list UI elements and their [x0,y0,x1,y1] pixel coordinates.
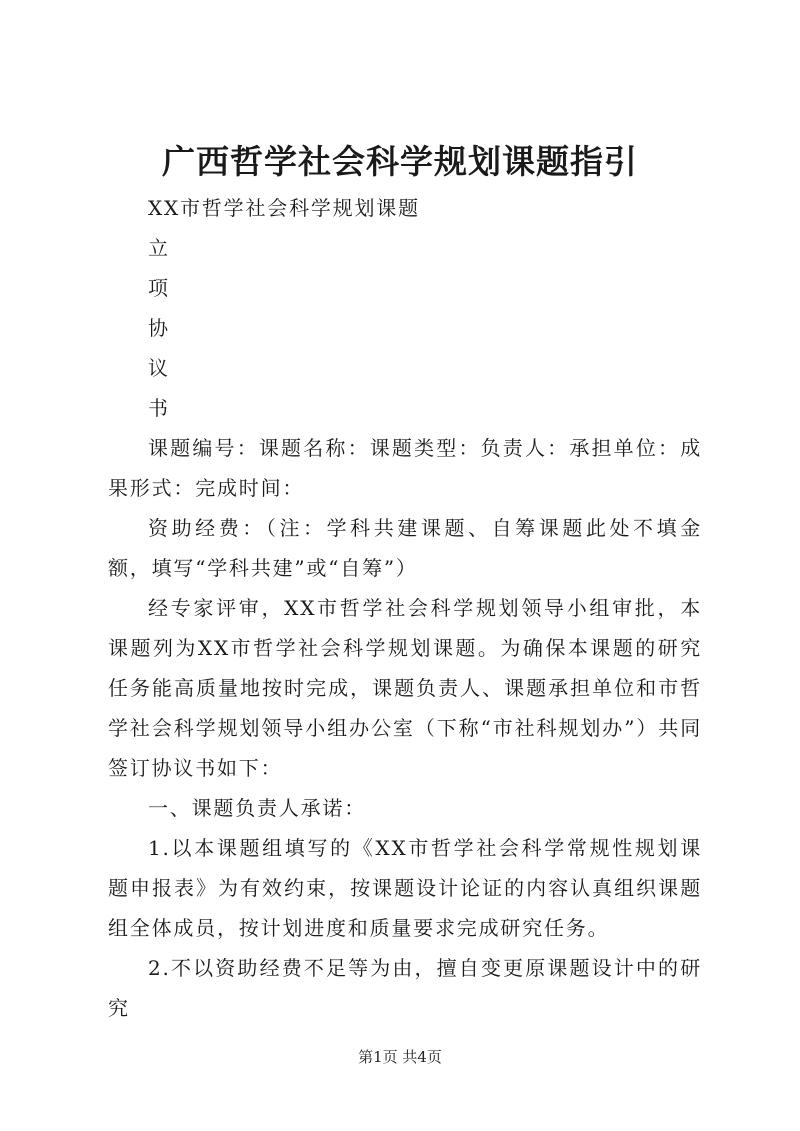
paragraph-section-heading: 一、课题负责人承诺： [148,796,366,820]
paragraph-vertical-char: 立 [148,236,168,260]
paragraph-funding: 资助经费：（注：学科共建课题、自筹课题此处不填金额，填写“学科共建”或“自筹”） [108,516,702,580]
paragraph-subtitle: XX市哲学社会科学规划课题 [148,196,420,220]
paragraph-vertical-char: 项 [148,276,168,300]
paragraph-approval: 经专家评审，XX市哲学社会科学规划领导小组审批，本课题列为XX市哲学社会科学规划课题。为确保本课题的研究任务能高质量地按时完成，课题负责人、课题承担单位和市哲学社会科学规划领导小组办公室（下称“市社科规划办”）共同签订协议书如下： [108,596,702,780]
document-title: 广西哲学社会科学规划课题指引 [162,142,638,181]
paragraph-vertical-char: 书 [148,396,168,420]
paragraph-item-2: 2.不以资助经费不足等为由，擅自变更原课题设计中的研究 [108,956,702,1020]
paragraph-item-1: 1.以本课题组填写的《XX市哲学社会科学常规性规划课题申报表》为有效约束，按课题设计论证的内容认真组织课题组全体成员，按计划进度和质量要求完成研究任务。 [108,836,702,940]
paragraph-project-fields: 课题编号：课题名称：课题类型：负责人：承担单位：成果形式：完成时间： [108,436,702,500]
paragraph-vertical-char: 协 [148,316,168,340]
paragraph-vertical-char: 议 [148,356,168,380]
document-body [108,188,702,1028]
page-footer: 第1页 共4页 [358,1048,442,1066]
